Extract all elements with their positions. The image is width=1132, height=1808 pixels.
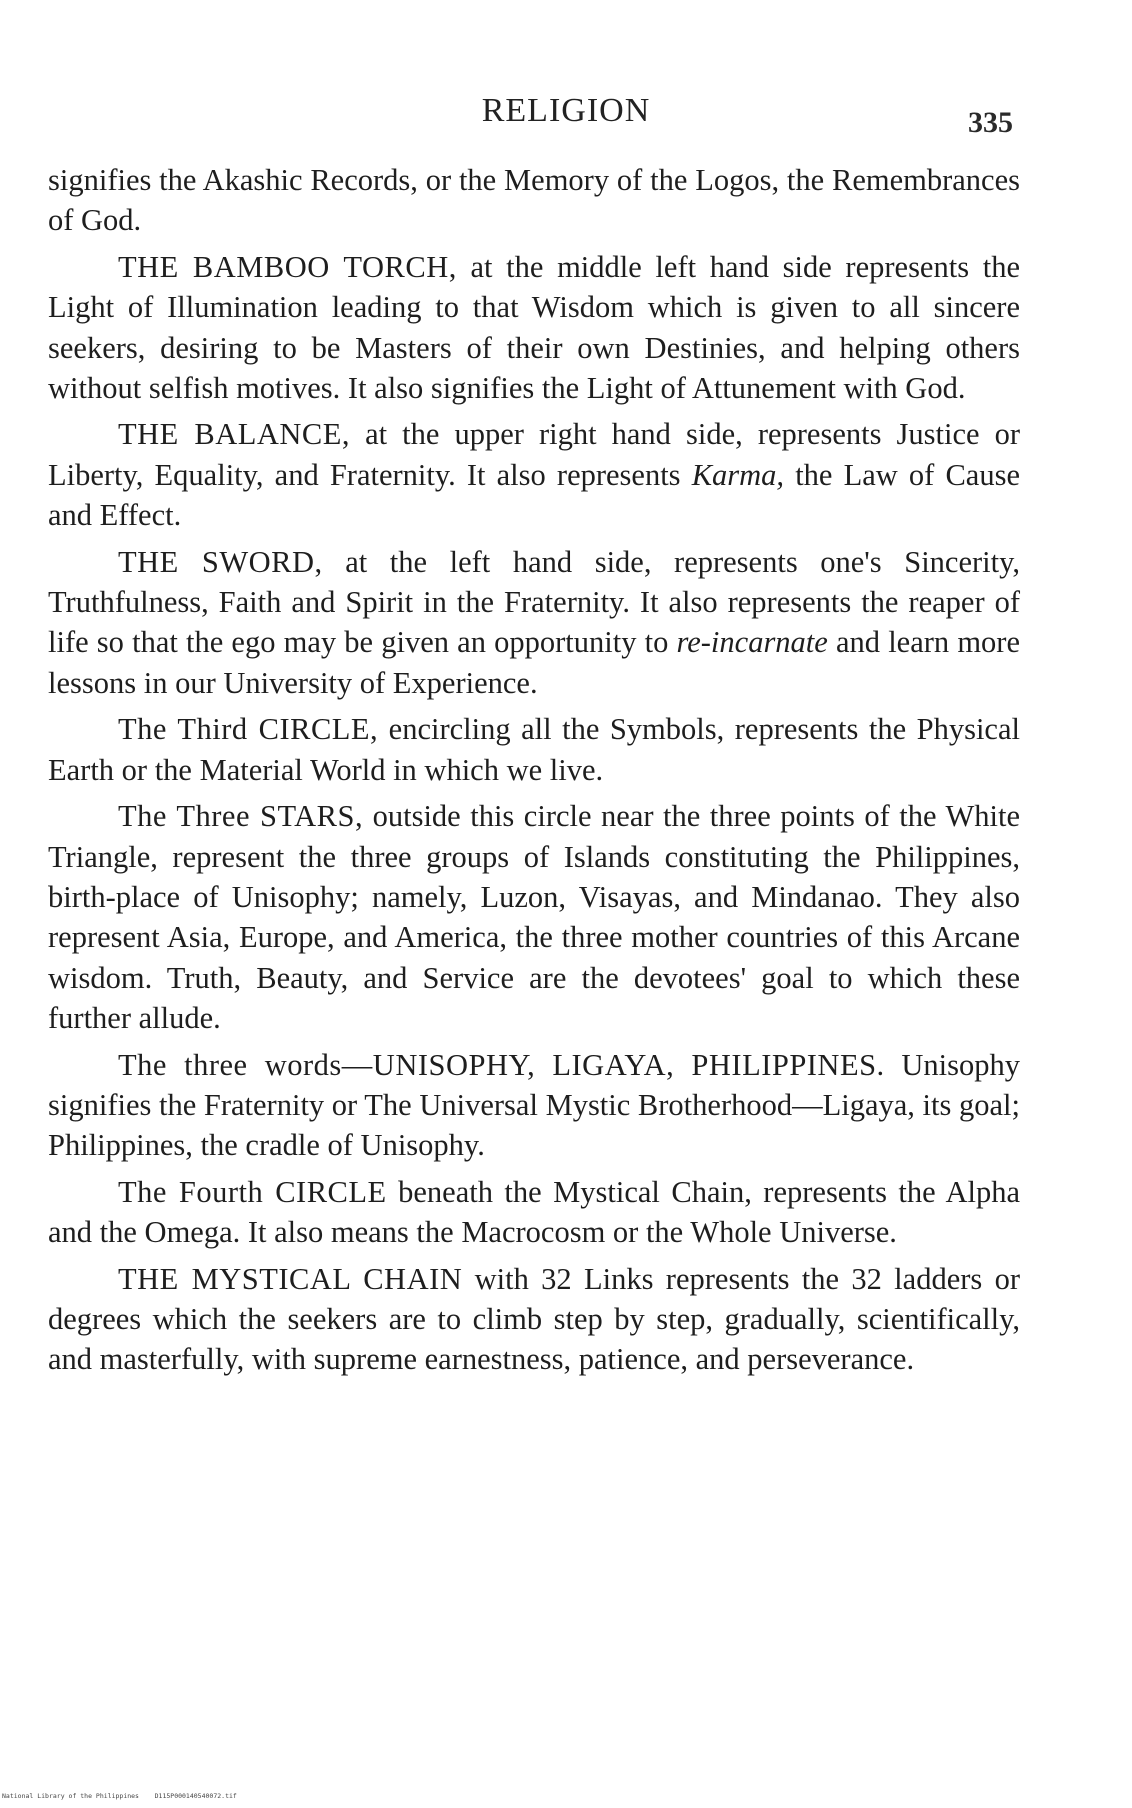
paragraph-italic: Karma, — [691, 457, 785, 492]
paragraph-third-circle — [48, 709, 1020, 790]
paragraph-tail: the Law of Cause and Effect. — [48, 457, 1020, 533]
paragraph-balance — [48, 414, 1020, 535]
page-number: 335 — [968, 106, 1013, 139]
paragraph-fourth-circle — [48, 1172, 1020, 1253]
paragraph-italic: re-incarnate — [676, 625, 828, 660]
paragraph-sword — [48, 542, 1020, 704]
footer-file: D115P000140540072.tif — [154, 1792, 237, 1800]
paragraph-three-words — [48, 1045, 1020, 1166]
paragraph-akashic — [48, 160, 1020, 241]
paragraph-lead: THE MYSTICAL CHAIN — [118, 1261, 463, 1296]
paragraph-lead: The three words—UNISOPHY, LIGAYA, PHILIPPINES. — [118, 1047, 885, 1082]
page-header — [0, 92, 1132, 142]
paragraph-lead: The Fourth CIRCLE — [118, 1174, 387, 1209]
paragraph-text: signifies the Akashic Records, or the Memory of the Logos, the Remembrances of God. — [48, 163, 1020, 238]
body-text — [48, 160, 1020, 1386]
paragraph-text: at the upper right hand side, represents Justice or Liberty, Equality, and Fraternity. It also represents — [48, 417, 1020, 492]
paragraph-lead: THE SWORD, — [118, 544, 323, 579]
footer-source: National Library of the Philippines — [2, 1792, 139, 1800]
paragraph-text: outside this circle near the three points of the White Triangle, represent the three groups of Islands constituting the Philippines, birth-place of Unisophy; namely, Luzon, Visayas, and Mindanao. They also represent Asia, Europe, and America, the three mother countries of this Arcane wisdom. Truth, Beauty, and Service are the devotees' goal to which these further allude. — [48, 799, 1020, 1036]
scan-footer — [2, 1792, 237, 1800]
paragraph-text: with 32 Links represents the 32 ladders or degrees which the seekers are to climb step by step, gradually, scientifically, and masterfully, with supreme earnestness, patience, and perseverance. — [48, 1261, 1020, 1377]
paragraph-three-stars — [48, 796, 1020, 1038]
paragraph-mystical-chain — [48, 1259, 1020, 1380]
paragraph-bamboo-torch — [48, 247, 1020, 409]
paragraph-text: beneath the Mystical Chain, represents the Alpha and the Omega. It also means the Macrocosm or the Whole Universe. — [48, 1174, 1020, 1250]
paragraph-lead: The Third CIRCLE, — [118, 712, 379, 747]
paragraph-lead: THE BALANCE, — [118, 417, 351, 452]
paragraph-tail: and learn more lessons in our University of Experience. — [48, 625, 1020, 700]
paragraph-text: encircling all the Symbols, represents the Physical Earth or the Material World in which we live. — [48, 712, 1020, 787]
paragraph-text: at the middle left hand side represents the Light of Illumination leading to that Wisdom which is given to all sincere seekers, desiring to be Masters of their own Destinies, and helping others without selfish motives. It also signifies the Light of Attunement with God. — [48, 249, 1020, 406]
paragraph-lead: The Three STARS, — [118, 799, 364, 834]
paragraph-text: Unisophy signifies the Fraternity or The Universal Mystic Brotherhood—Ligaya, its goal; Philippines, the cradle of Unisophy. — [48, 1047, 1020, 1163]
paragraph-text: at the left hand side, represents one's Sincerity, Truthfulness, Faith and Spirit in the Fraternity. It also represents the reaper of life so that the ego may be given an opportunity to — [48, 544, 1020, 660]
paragraph-lead: THE BAMBOO TORCH, — [118, 249, 457, 284]
running-head: RELIGION — [481, 92, 651, 129]
